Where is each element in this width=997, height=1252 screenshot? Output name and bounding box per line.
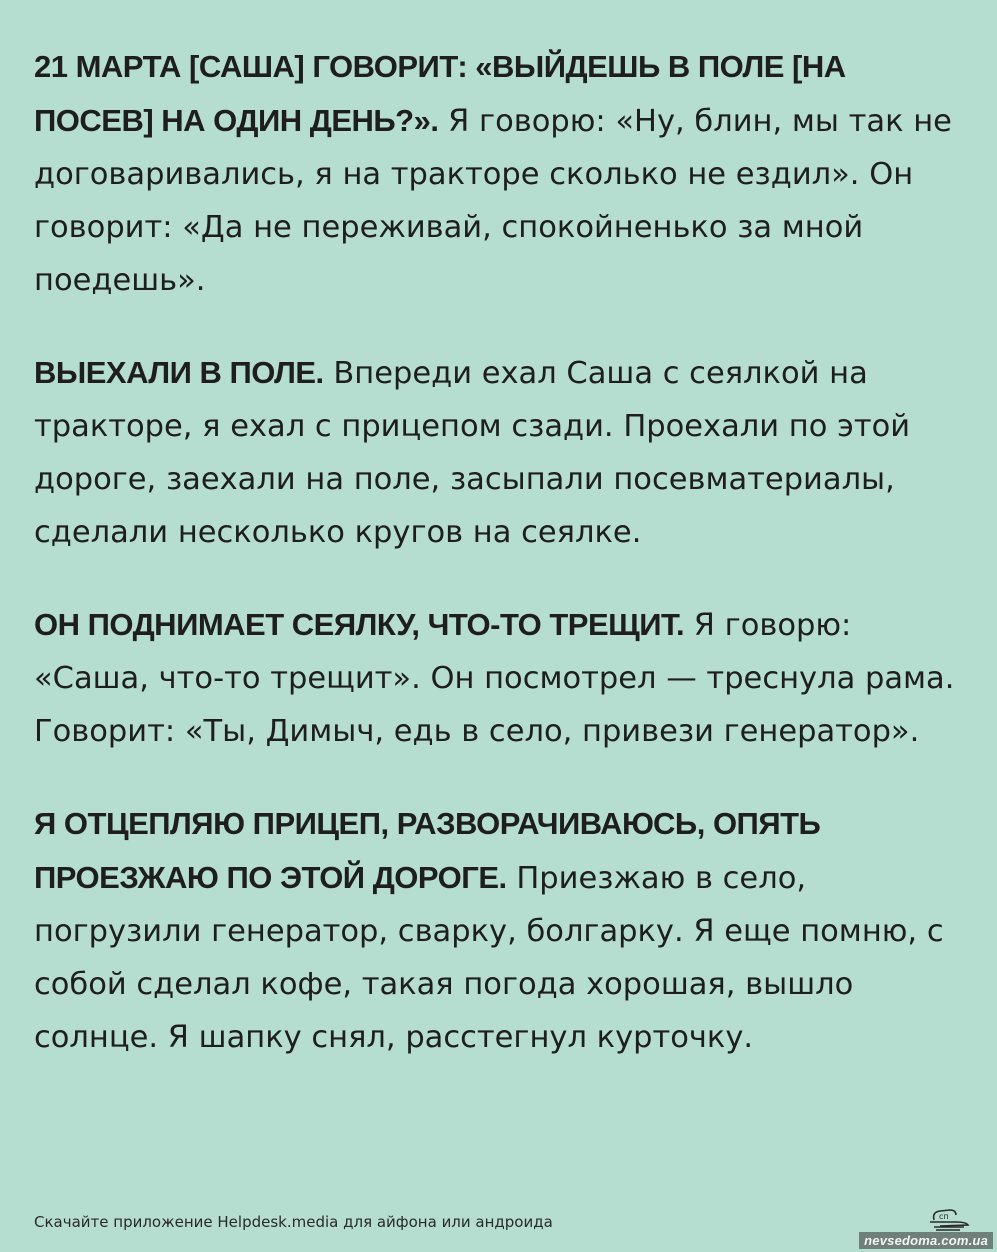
sp-hand-logo-icon: [926, 1206, 972, 1232]
paragraph-4: [34, 797, 969, 1064]
paragraph-lead: 21 МАРТА [САША] ГОВОРИТ: «ВЫЙДЕШЬ В ПОЛЕ [НА ПОСЕВ] НА ОДИН ДЕНЬ?».: [34, 49, 846, 138]
paragraph-1: [34, 40, 969, 307]
paragraph-body: Впереди ехал Саша с сеялкой на тракторе, я ехал с прицепом сзади. Проехали по этой дороге, заехали на поле, засыпали посевматериалы, сделали несколько кругов на сеялке.: [34, 356, 911, 550]
paragraph-3: [34, 598, 969, 758]
paragraph-2: [34, 346, 969, 559]
paragraph-body: Я говорю: «Саша, что-то трещит». Он посмотрел — треснула рама. Говорит: «Ты, Димыч, едь в село, привези генератор».: [34, 608, 955, 749]
paragraph-body: Я говорю: «Ну, блин, мы так не договаривались, я на тракторе сколько не ездил». Он говорит: «Да не переживай, спокойненько за мной поедешь».: [34, 104, 952, 298]
paragraph-lead: Я ОТЦЕПЛЯЮ ПРИЦЕП, РАЗВОРАЧИВАЮСЬ, ОПЯТЬ ПРОЕЗЖАЮ ПО ЭТОЙ ДОРОГЕ.: [34, 806, 821, 895]
watermark: nevsedoma.com.ua: [859, 1232, 993, 1249]
svg-text:сп: сп: [939, 1212, 949, 1221]
paragraph-lead: ОН ПОДНИМАЕТ СЕЯЛКУ, ЧТО-ТО ТРЕЩИТ.: [34, 607, 685, 642]
article-text: [34, 40, 969, 1103]
paragraph-lead: ВЫЕХАЛИ В ПОЛЕ.: [34, 355, 324, 390]
app-download-footer[interactable]: Скачайте приложение Helpdesk.media для айфона или андроида: [34, 1213, 553, 1231]
paragraph-body: Приезжаю в село, погрузили генератор, сварку, болгарку. Я еще помню, с собой сделал кофе, такая погода хорошая, вышло солнце. Я шапку снял, расстегнул курточку.: [34, 861, 944, 1055]
